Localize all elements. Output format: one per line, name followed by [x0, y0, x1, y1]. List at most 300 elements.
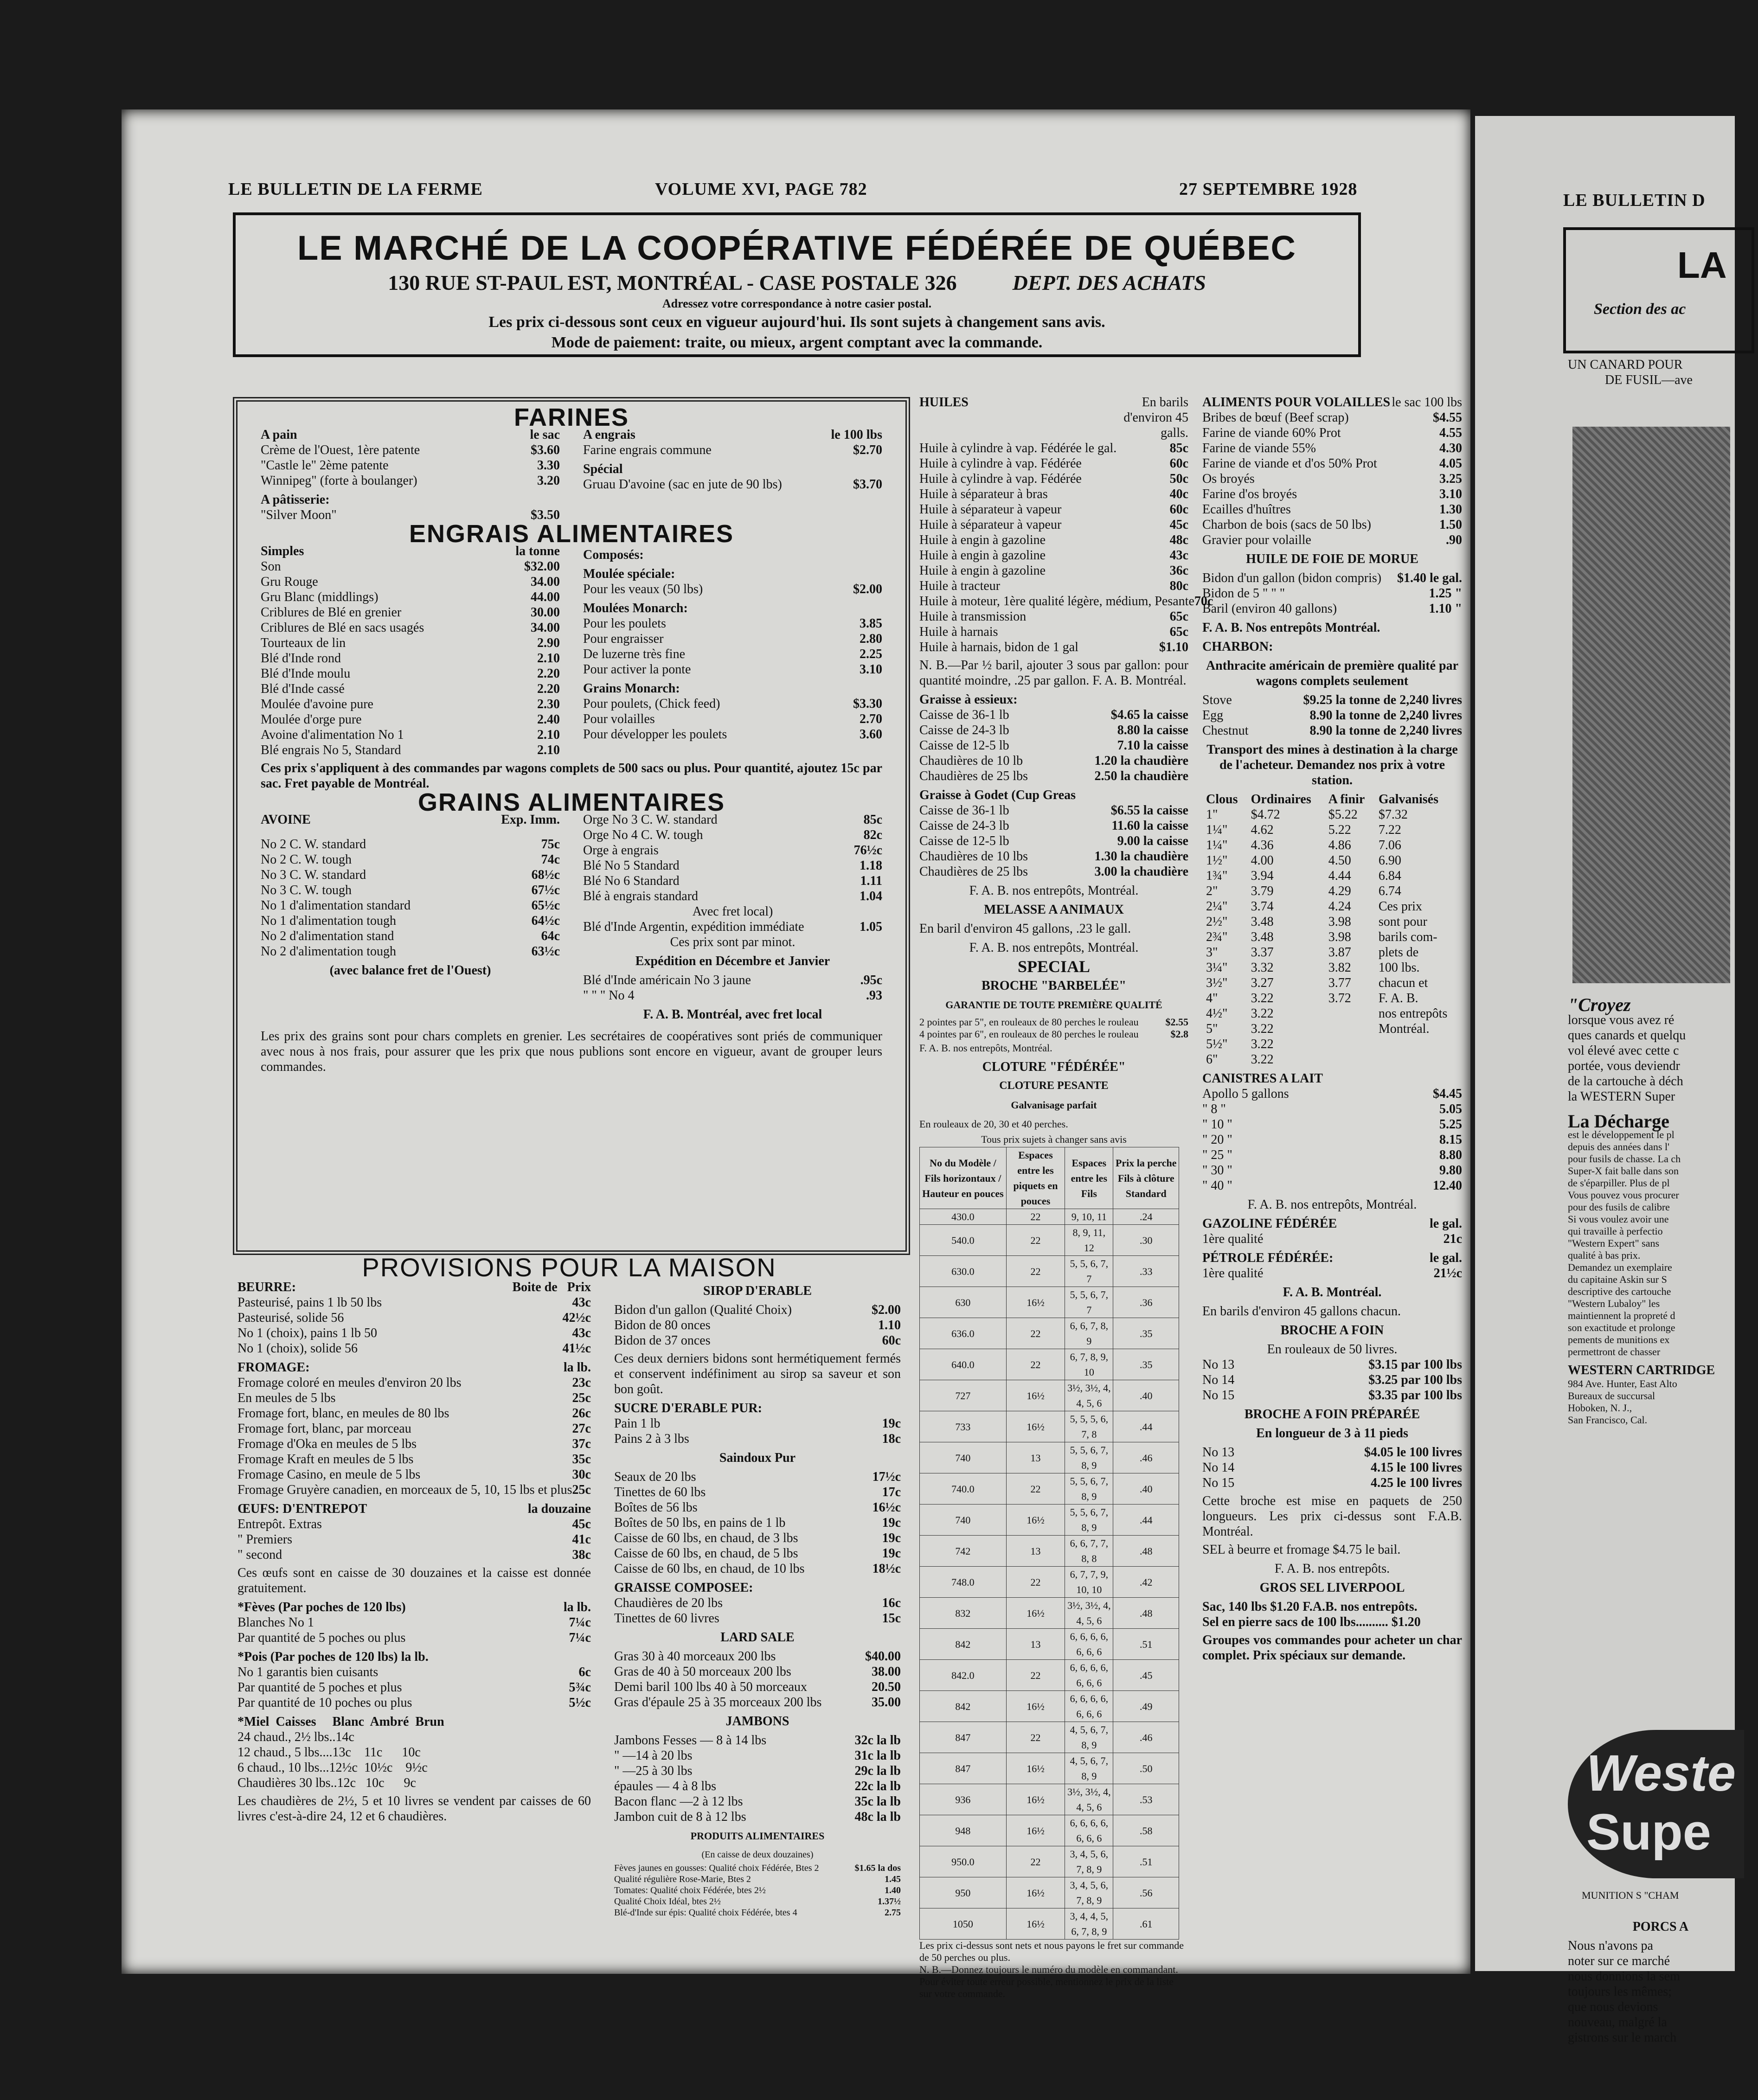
table-cell: chacun et	[1378, 976, 1428, 990]
next-page-line: Demandez un exemplaire	[1568, 1261, 1672, 1273]
next-page-line: de s'éparpiller. Plus de pl	[1568, 1177, 1670, 1189]
next-page-line: pour des fusils de calibre	[1568, 1201, 1670, 1213]
table-cell: 16½	[1006, 1380, 1065, 1411]
next-page-line: toujours les mêmes;	[1568, 1985, 1672, 1999]
banner-note-2: Mode de paiement: traite, ou mieux, argent comptant avec la commande.	[551, 334, 1043, 351]
table-cell: 3.22	[1251, 1006, 1274, 1021]
table-cell: .44	[1113, 1505, 1179, 1536]
miel-row: 6 chaud., 10 lbs...12½c 10½c 9½c	[237, 1761, 428, 1775]
next-page-line: nous donnions la sem	[1568, 1969, 1680, 1984]
canistre-row: " 10 " 5.25	[1202, 1117, 1462, 1132]
graisse-row: Tinettes de 60 livres 15c	[614, 1611, 901, 1626]
table-cell: 5, 5, 6, 7, 7	[1065, 1256, 1113, 1287]
orge-row: Orge No 3 C. W. standard 85c	[583, 813, 882, 827]
table-cell: 3¼"	[1206, 960, 1228, 975]
huile-row: Huile à séparateur à bras 40c	[919, 487, 1188, 501]
godet-row: Caisse de 36-1 lb $6.55 la caisse	[919, 803, 1188, 818]
huile-row: Huile à cylindre à vap. Fédérée le gal. 85c	[919, 441, 1188, 455]
next-page-line: qui travaille à perfectio	[1568, 1225, 1663, 1237]
table-cell: .42	[1113, 1567, 1179, 1598]
volailles-column: ALIMENTS POUR VOLAILLES le sac 100 lbs Bribes de bœuf (Beef scrap) $4.55 Farine de viande 60% Prot 4.55 Farine de viande 55% 4.30 Farine de viande et d'os 50% Prot 4.05 Os broyés 3.25 Farine d'os broyés 3.10 Ecailles d'huîtres 1.30 Charbon de bois (sacs de 50 lbs) 1.50 Gravier pour volaille .90 HUILE DE FOIE DE MORUE Bidon d'un gallon (bidon compris) $1.40 le gal. Bidon de 5 " " " 1.25 " Baril (environ 40 gallons) 1.10 " F. A. B. Nos entrepôts Montréal. CHARBON: Anthracite américain de première qualité par wagons complets seulement Stove $9.25 la tonne de 2,240 livres Egg 8.90 la tonne de 2,240 livres Chestnut 8.90 la tonne de 2,240 livres Transport des mines à destination à la charge de l'acheteur. Demandez nos prix à votre station. Clous Ordinaires A finir Galvanisés 1" $4.72 $5.22 $7.32 1¼" 4.62 5.22 7.22 1¼" 4.36 4.86 7.06 1½" 4.00 4.50 6.90 1¾" 3.94 4.44 6.84 2" 3.79 4.29 6.74 2¼" 3.74 4.24 Ces prix 2½" 3.48 3.98 sont pour 2¾" 3.48 3.98 barils com- 3" 3.37 3.87 plets de 3¼" 3.32 3.82 100 lbs. 3½" 3.27 3.77 chacun et 4" 3.22 3.72 F. A. B. 4½" 3.22 nos entrepôts 5" 3.22 Montréal. 5½" 3.22 6" 3.22 CANISTRES A LAIT Apollo 5 gallons $4.45 " 8 " 5.05 " 10 " 5.25 " 20 " 8.15 " 25 " 8.80 " 30 " 9.80 " 40 " 12.40 F. A. B. nos entrepôts, Montréal. GAZOLINE FÉDÉRÉE le gal. 1ère qualité 21c PÉTROLE FÉDÉRÉE: le gal. 1ère qualité 21½c F. A. B. Montréal. En barils d'environ 45 gallons chacun. BROCHE A FOIN En rouleaux de 50 livres. No 13 $3.15 par 100 lbs No 14 $3.25 par 100 lbs No 15 $3.35 par 100 lbs BROCHE A FOIN PRÉPARÉE En longueur de 3 à 11 pieds No 13 $4.05 le 100 livres No 14 4.15 le 100 livres No 15 4.25 le 100 livres Cette broche est mise en paquets de 250 longueurs. Les prix ci-dessus sont F.A.B. Montréal. SEL à beurre et fromage $4.75 le bail. F. A. B. nos entrepôts. GROS SEL LIVERPOOL Sac, 140 lbs $1.20 F.A.B. nos entrepôts. Sel en pierre sacs de 100 lbs.......... $1.20 Groupes vos commandes pour acheter un char complet. Prix spéciaux sur demande.	[1202, 395, 1462, 1663]
table-cell: 3.37	[1251, 945, 1274, 960]
huile-row: Huile à harnais 65c	[919, 625, 1188, 639]
table-header: Clous	[1206, 792, 1238, 807]
table-cell: .49	[1113, 1691, 1179, 1722]
jambon-row: épaules — 4 à 8 lbs 22c la lb	[614, 1779, 901, 1793]
cloture-row	[920, 1380, 1179, 1411]
graisse-row: Chaudières de 20 lbs 16c	[614, 1596, 901, 1610]
table-cell: barils com-	[1378, 930, 1437, 944]
table-cell: .51	[1113, 1846, 1179, 1877]
banner-title: LE MARCHÉ DE LA COOPÉRATIVE FÉDÉRÉE DE QUÉBEC	[297, 229, 1296, 267]
godet-row: Caisse de 24-3 lb 11.60 la caisse	[919, 819, 1188, 833]
table-cell: 3.94	[1251, 869, 1274, 883]
engrais-title: ENGRAIS ALIMENTAIRES	[409, 520, 734, 548]
table-cell: 13	[1006, 1536, 1065, 1567]
next-page-line: maintiennent la propreté d	[1568, 1310, 1675, 1321]
avoine-row: No 1 d'alimentation standard 65½c	[261, 898, 560, 913]
clous-table	[1202, 792, 1462, 1067]
cloture-row	[920, 1598, 1179, 1629]
table-cell: 16½	[1006, 1411, 1065, 1442]
table-cell: 16½	[1006, 1784, 1065, 1815]
next-page-address: San Francisco, Cal.	[1568, 1414, 1648, 1426]
table-cell: 847	[920, 1722, 1007, 1753]
saindoux-row: Tinettes de 60 lbs 17c	[614, 1485, 901, 1499]
oeufs-row: " Premiers 41c	[237, 1532, 591, 1547]
table-cell: 4.00	[1251, 853, 1274, 868]
avoine-row: No 3 C. W. standard 68½c	[261, 868, 560, 882]
jambon-row: " —25 à 30 lbs 29c la lb	[614, 1764, 901, 1778]
table-cell: 3.74	[1251, 899, 1274, 914]
table-cell: Montréal.	[1378, 1022, 1430, 1036]
table-cell: 1"	[1206, 807, 1218, 822]
table-cell: 16½	[1006, 1877, 1065, 1908]
clous-row	[1202, 975, 1462, 991]
canistre-row: " 8 " 5.05	[1202, 1102, 1462, 1116]
table-cell: 7.22	[1378, 823, 1401, 837]
cloture-row	[920, 1722, 1179, 1753]
volaille-row: Farine de viande 55% 4.30	[1202, 441, 1462, 455]
cloture-row	[920, 1411, 1179, 1442]
table-cell: 630	[920, 1287, 1007, 1318]
saindoux-row: Boîtes de 56 lbs 16½c	[614, 1500, 901, 1515]
next-page-line: noter sur ce marché	[1568, 1954, 1670, 1968]
moulee-monarch-row: Pour engraisser 2.80	[583, 632, 882, 646]
table-cell: .53	[1113, 1784, 1179, 1815]
table-cell: 540.0	[920, 1225, 1007, 1256]
fromage-row: Fromage Gruyère canadien, en morceaux de 5, 10, 15 lbs et plus 25c	[237, 1483, 591, 1497]
table-cell: 3.72	[1328, 991, 1351, 1005]
farines-columns: A pain le sac Crème de l'Ouest, 1ère patente $3.60 "Castle le" 2ème patente 3.30 Winnipeg" (forte à boulanger) 3.20 A pâtisserie: "Silver Moon" $3.50 A engrais le 100 lbs Farine engrais commune $2.70 Spécial Gruau D'avoine (sac en jute de 90 lbs) $3.70	[261, 428, 882, 522]
huile-row: Huile à harnais, bidon de 1 gal $1.10	[919, 640, 1188, 654]
table-cell: 3½, 3½, 4, 4, 5, 6	[1065, 1380, 1113, 1411]
header-date: 27 SEPTEMBRE 1928	[1179, 179, 1358, 199]
lard-row: Gras d'épaule 25 à 35 morceaux 200 lbs 35.00	[614, 1695, 901, 1709]
table-cell: 3.82	[1328, 960, 1351, 975]
banner-note-1: Les prix ci-dessous sont ceux en vigueur aujourd'hui. Ils sont sujets à changement sans avis.	[488, 314, 1105, 331]
next-page-line: Nous n'avons pa	[1568, 1939, 1653, 1953]
beurre-row: No 1 (choix), pains 1 lb 50 43c	[237, 1326, 591, 1340]
table-cell: 6.90	[1378, 853, 1401, 868]
produit-row: Blé-d'Inde sur épis: Qualité choix Fédérée, btes 4 2.75	[614, 1908, 901, 1918]
broche-row: 4 pointes par 6", en rouleaux de 80 perches le rouleau $2.8	[919, 1028, 1188, 1040]
volailles-list	[1202, 410, 1462, 548]
fromage-row: Fromage coloré en meules d'environ 20 lbs 23c	[237, 1376, 591, 1390]
table-cell: 3½, 3½, 4, 4, 5, 6	[1065, 1598, 1113, 1629]
next-box: LA Section des ac	[1563, 227, 1754, 353]
clous-row	[1202, 838, 1462, 853]
fromage-row: Fromage fort, blanc, en meules de 80 lbs 26c	[237, 1406, 591, 1421]
table-cell: 3.22	[1251, 1037, 1274, 1051]
orge-row: Orge No 4 C. W. tough 82c	[583, 828, 882, 842]
table-cell: 740	[920, 1505, 1007, 1536]
avoine-row: No 2 C. W. tough 74c	[261, 852, 560, 867]
table-cell: 5, 5, 6, 7, 7	[1065, 1287, 1113, 1318]
fromage-list	[237, 1375, 591, 1498]
table-cell: $4.72	[1251, 807, 1280, 822]
farine-row: Winnipeg" (forte à boulanger) 3.20	[261, 474, 560, 488]
saindoux-row: Caisse de 60 lbs, en chaud, de 3 lbs 19c	[614, 1531, 901, 1545]
cloture-row	[920, 1691, 1179, 1722]
table-cell: 6.84	[1378, 869, 1401, 883]
huile-row: Huile à cylindre à vap. Fédérée 50c	[919, 472, 1188, 486]
jambon-row: " —14 à 20 lbs 31c la lb	[614, 1748, 901, 1763]
table-cell: F. A. B.	[1378, 991, 1418, 1005]
next-page-line: de la cartouche à déch	[1568, 1074, 1683, 1088]
cloture-row	[920, 1505, 1179, 1536]
table-cell: .33	[1113, 1256, 1179, 1287]
moulee-monarch-row: Pour les poulets 3.85	[583, 616, 882, 631]
table-cell: 1¾"	[1206, 869, 1228, 883]
table-cell: 1¼"	[1206, 838, 1228, 852]
table-cell: 2¾"	[1206, 930, 1228, 944]
table-cell: 5, 5, 5, 6, 7, 8	[1065, 1411, 1113, 1442]
table-header: Prix la perche Fils à clôture Standard	[1113, 1147, 1179, 1209]
table-cell: .58	[1113, 1815, 1179, 1846]
next-header: LE BULLETIN D	[1563, 191, 1706, 210]
table-cell: 3.22	[1251, 991, 1274, 1005]
table-cell: 5½"	[1206, 1037, 1228, 1051]
table-cell: 4.24	[1328, 899, 1351, 914]
table-cell: 5.22	[1328, 823, 1351, 837]
huile-row: Huile à transmission 65c	[919, 609, 1188, 624]
volaille-row: Gravier pour volaille .90	[1202, 533, 1462, 547]
engrais-note: Ces prix s'appliquent à des commandes par wagons complets de 500 sacs ou plus. Pour quantité, ajoutez 15c par sac. Fret payable de Montréal.	[261, 761, 882, 791]
table-cell: 6.74	[1378, 884, 1401, 898]
table-cell: 22	[1006, 1473, 1065, 1505]
clous-row	[1202, 914, 1462, 929]
feves-row: Par quantité de 5 poches ou plus 7¼c	[237, 1631, 591, 1645]
table-cell: 22	[1006, 1209, 1065, 1225]
table-cell: 22	[1006, 1846, 1065, 1877]
table-cell: 748.0	[920, 1567, 1007, 1598]
table-cell: 22	[1006, 1225, 1065, 1256]
charbon-row: Chestnut 8.90 la tonne de 2,240 livres	[1202, 723, 1462, 738]
cloture-row	[920, 1660, 1179, 1691]
table-cell: 3.87	[1328, 945, 1351, 960]
table-cell: 4.50	[1328, 853, 1351, 868]
morue-row: Baril (environ 40 gallons) 1.10 "	[1202, 602, 1462, 616]
cloture-row	[920, 1784, 1179, 1815]
oeufs-row: " second 38c	[237, 1548, 591, 1562]
market-banner	[233, 212, 1361, 357]
essieux-row: Caisse de 36-1 lb $4.65 la caisse	[919, 708, 1188, 722]
godet-row: Chaudières de 10 lbs 1.30 la chaudière	[919, 849, 1188, 864]
volaille-row: Os broyés 3.25	[1202, 472, 1462, 486]
table-cell: 16½	[1006, 1815, 1065, 1846]
table-cell: $5.22	[1328, 807, 1358, 822]
provisions-section: PROVISIONS POUR LA MAISON BEURRE: Boite de Prix Pasteurisé, pains 1 lb 50 lbs 43c Pasteurisé, solide 56 42½c No 1 (choix), pains 1 lb 50 43c No 1 (choix), solide 56 41½c FROMAGE: la lb. Fromage coloré en meules d'environ 20 lbs 23c En meules de 5 lbs 25c Fromage fort, blanc, en meules de 80 lbs 26c Fromage fort, blanc, par morceau 27c Fromage d'Oka en meules de 5 lbs 37c Fromage Kraft en meules de 5 lbs 35c Fromage Casino, en meule de 5 lbs 30c Fromage Gruyère canadien, en morceaux de 5, 10, 15 lbs et plus 25c ŒUFS: D'ENTREPOT la douzaine Entrepôt. Extras 45c " Premiers 41c " second 38c Ces œufs sont en caisse de 30 douzaines et la caisse est donnée gratuitement. *Fèves (Par poches de 120 lbs) la lb. Blanches No 1 7¼c Par quantité de 5 poches ou plus 7¼c *Pois (Par poches de 120 lbs) la lb. No 1 garantis bien cuisants 6c Par quantité de 5 poches et plus 5¾c Par quantité de 10 poches ou plus 5½c *Miel Caisses Blanc Ambré Brun 24 chaud., 2½ lbs..14c 12 chaud., 5 lbs....13c 11c 10c 6 chaud., 10 lbs...12½c 10½c 9½c Chaudières 30 lbs..12c 10c 9c Les chaudières de 2½, 5 et 10 livres se vendent par caisses de 60 livres c'est-à-dire 24, 12 et 6 chaudières. SIROP D'ERABLE Bidon d'un gallon (Qualité Choix) $2.00 Bidon de 80 onces 1.10 Bidon de 37 onces 60c Ces deux derniers bidons sont hermétiquement fermés et conservent indéfiniment au sirop sa saveur et son bon goût. SUCRE D'ERABLE PUR: Pain 1 lb 19c Pains 2 à 3 lbs 18c Saindoux Pur Seaux de 20 lbs 17½c Tinettes de 60 lbs 17c Boîtes de 56 lbs 16½c Boîtes de 50 lbs, en pains de 1 lb 19c Caisse de 60 lbs, en chaud, de 3 lbs 19c Caisse de 60 lbs, en chaud, de 5 lbs 19c Caisse de 60 lbs, en chaud, de 10 lbs 18½c GRAISSE COMPOSEE: Chaudières de 20 lbs 16c Tinettes de 60 livres 15c LARD SALE Gras 30 à 40 morceaux 200 lbs $40.00 Gras de 40 à 50 morceaux 200 lbs 38.00 Demi baril 100 lbs 40 à 50 morceaux 20.50 Gras d'épaule 25 à 35 morceaux 200 lbs 35.00 JAMBONS Jambons Fesses — 8 à 14 lbs 32c la lb " —14 à 20 lbs 31c la lb " —25 à 30 lbs 29c la lb épaules — 4 à 8 lbs 22c la lb Bacon flanc —2 à 12 lbs 35c la lb Jambon cuit de 8 à 12 lbs 48c la lb PRODUITS ALIMENTAIRES (En caisse de deux douzaines) Fèves jaunes en gousses: Qualité choix Fédérée, Btes 2 $1.65 la dos Qualité régulière Rose-Marie, Btes 2 1.45 Tomates: Qualité choix Fédérée, btes 2½ 1.40 Qualité Choix Idéal, btes 2½ 1.37½ Blé-d'Inde sur épis: Qualité choix Fédérée, btes 4 2.75	[237, 1253, 901, 1918]
table-cell: 6, 7, 8, 9, 10	[1065, 1349, 1113, 1380]
foin-prep-row: No 14 4.15 le 100 livres	[1202, 1460, 1462, 1475]
box-content: FARINES A pain le sac Crème de l'Ouest, 1ère patente $3.60 "Castle le" 2ème patente 3.30 Winnipeg" (forte à boulanger) 3.20 A pâtisserie: "Silver Moon" $3.50 A engrais le 100 lbs Farine engrais commune $2.70 Spécial Gruau D'avoine (sac en jute de 90 lbs) $3.70 ENGRAIS ALIMENTAIRES Simples la tonne Son $32.00 Gru Rouge 34.00 Gru Blanc (middlings) 44.00 Criblures de Blé en grenier 30.00 Criblures de Blé en sacs usagés 34.00 Tourteaux de lin 2.90 Blé d'Inde rond 2.10 Blé d'Inde moulu 2.20 Blé d'Inde cassé 2.20 Moulée d'avoine pure 2.30 Moulée d'orge pure 2.40 Avoine d'alimentation No 1 2.10 Blé engrais No 5, Standard 2.10 Composés: Moulée spéciale: Pour les veaux (50 lbs) $2.00 Moulées Monarch: Pour les poulets 3.85 Pour engraisser 2.80 De luzerne très fine 2.25 Pour activer la ponte 3.10 Grains Monarch: Pour poulets, (Chick feed) $3.30 Pour volailles 2.70 Pour développer les poulets 3.60 Ces prix s'appliquent à des commandes par wagons complets de 500 sacs ou plus. Pour quantité, ajoutez 15c par sac. Fret payable de Montréal. GRAINS ALIMENTAIRES AVOINE Exp. Imm. No 2 C. W. standard 75c No 2 C. W. tough 74c No 3 C. W. standard 68½c No 3 C. W. tough 67½c No 1 d'alimentation standard 65½c No 1 d'alimentation tough 64½c No 2 d'alimentation stand 64c No 2 d'alimentation tough 63½c (avec balance fret de l'Ouest) Orge No 3 C. W. standard 85c Orge No 4 C. W. tough 82c Orge à engrais 76½c Blé No 5 Standard 1.18 Blé No 6 Standard 1.11 Blé à engrais standard 1.04 Avec fret local) Blé d'Inde Argentin, expédition immédiate 1.05 Ces prix sont par minot. Expédition en Décembre et Janvier Blé d'Inde américain No 3 jaune .95c " " " No 4 .93 F. A. B. Montréal, avec fret local Les prix des grains sont pour chars complets en grenier. Les secrétaires de coopératives sont priés de communiquer avec nous à nos frais, pour assurer que les prix que nous publions sont encore en vigueur, avant de grouper leurs commandes.	[261, 403, 882, 1074]
clous-row	[1202, 884, 1462, 899]
fromage-row: Fromage Kraft en meules de 5 lbs 35c	[237, 1452, 591, 1466]
essieux-row: Chaudières de 10 lb 1.20 la chaudière	[919, 754, 1188, 768]
table-cell: .36	[1113, 1287, 1179, 1318]
farine-row: Crème de l'Ouest, 1ère patente $3.60	[261, 443, 560, 457]
lard-row: Gras de 40 à 50 morceaux 200 lbs 38.00	[614, 1665, 901, 1679]
engrais-simple-row: Avoine d'alimentation No 1 2.10	[261, 728, 560, 742]
engrais-simple-row: Blé d'Inde moulu 2.20	[261, 666, 560, 681]
table-cell: 16½	[1006, 1505, 1065, 1536]
table-cell: 3.22	[1251, 1052, 1274, 1067]
table-cell: 1½"	[1206, 853, 1228, 868]
table-cell: 7.06	[1378, 838, 1401, 852]
next-page-line: permettront de chasser	[1568, 1346, 1661, 1357]
table-cell: 8, 9, 11, 12	[1065, 1225, 1113, 1256]
orge-row: Blé No 5 Standard 1.18	[583, 858, 882, 873]
feves-row: Blanches No 1 7¼c	[237, 1615, 591, 1630]
clous-row	[1202, 929, 1462, 945]
clous-row	[1202, 822, 1462, 838]
table-cell	[1325, 1037, 1375, 1052]
table-cell: 3.32	[1251, 960, 1274, 975]
table-cell: 13	[1006, 1442, 1065, 1473]
table-cell: 16½	[1006, 1753, 1065, 1784]
clous-row	[1202, 1052, 1462, 1067]
banner-correspondence: Adressez votre correspondance à notre casier postal.	[662, 297, 932, 310]
avoine-row: No 2 d'alimentation tough 63½c	[261, 944, 560, 959]
provisions-title: PROVISIONS POUR LA MAISON	[362, 1253, 776, 1282]
table-cell: .46	[1113, 1722, 1179, 1753]
table-cell: 22	[1006, 1660, 1065, 1691]
table-cell: 6, 6, 6, 6, 6, 6, 6	[1065, 1660, 1113, 1691]
cloture-row	[920, 1442, 1179, 1473]
clous-row	[1202, 807, 1462, 822]
clous-row	[1202, 991, 1462, 1006]
table-cell: 4.86	[1328, 838, 1351, 852]
cloture-row	[920, 1256, 1179, 1287]
sel-row: Sac, 140 lbs $1.20 F.A.B. nos entrepôts.	[1202, 1600, 1418, 1614]
farines-list	[261, 442, 560, 488]
table-cell: 16½	[1006, 1598, 1065, 1629]
table-cell: 3.48	[1251, 915, 1274, 929]
next-page-line: "Western Lubaloy" les	[1568, 1298, 1660, 1309]
table-cell: 16½	[1006, 1691, 1065, 1722]
huile-row: Huile à séparateur à vapeur 60c	[919, 502, 1188, 517]
table-cell: 842.0	[920, 1660, 1007, 1691]
fromage-row: Fromage fort, blanc, par morceau 27c	[237, 1421, 591, 1436]
table-cell: .30	[1113, 1225, 1179, 1256]
moulee-monarch-row: Pour activer la ponte 3.10	[583, 662, 882, 677]
table-header: Ordinaires	[1251, 792, 1311, 807]
table-cell: 832	[920, 1598, 1007, 1629]
newspaper-page	[122, 109, 1470, 1999]
gruau: Gruau D'avoine (sac en jute de 90 lbs) $3.70	[583, 477, 882, 492]
next-page-line: que nous devions	[1568, 2000, 1658, 2014]
cloture-row	[920, 1629, 1179, 1660]
table-cell: .51	[1113, 1629, 1179, 1660]
saindoux-row: Caisse de 60 lbs, en chaud, de 10 lbs 18½c	[614, 1562, 901, 1576]
table-cell: 4.62	[1251, 823, 1274, 837]
table-cell: .50	[1113, 1753, 1179, 1784]
table-cell: 22	[1006, 1722, 1065, 1753]
huile-row: Huile à moteur, 1ère qualité légère, médium, Pesante 70c	[919, 594, 1213, 608]
next-page-address: Hoboken, N. J.,	[1568, 1402, 1632, 1414]
table-cell: 2¼"	[1206, 899, 1228, 914]
next-page-line: nouveau, malgré la	[1568, 2015, 1667, 2030]
cloture-row	[920, 1567, 1179, 1598]
table-cell: .61	[1113, 1908, 1179, 1940]
table-cell: 22	[1006, 1567, 1065, 1598]
table-cell: .46	[1113, 1442, 1179, 1473]
cloture-row	[920, 1846, 1179, 1877]
morue-row: Bidon de 5 " " " 1.25 "	[1202, 586, 1462, 601]
table-cell: .40	[1113, 1380, 1179, 1411]
orge-list	[583, 812, 882, 904]
miel-row: Chaudières 30 lbs..12c 10c 9c	[237, 1776, 416, 1790]
jambon-row: Jambon cuit de 8 à 12 lbs 48c la lb	[614, 1810, 901, 1824]
table-cell: 3½, 3½, 4, 4, 5, 6	[1065, 1784, 1113, 1815]
beurre-row: Pasteurisé, pains 1 lb 50 lbs 43c	[237, 1295, 591, 1310]
engrais-simple-row: Gru Blanc (middlings) 44.00	[261, 590, 560, 604]
table-cell: 3.79	[1251, 884, 1274, 898]
volaille-row: Farine de viande 60% Prot 4.55	[1202, 426, 1462, 440]
miel-row: 12 chaud., 5 lbs....13c 11c 10c	[237, 1745, 421, 1760]
essieux-row: Chaudières de 25 lbs 2.50 la chaudière	[919, 769, 1188, 783]
next-page-line: portée, vous deviendr	[1568, 1059, 1680, 1073]
hunter-photo	[1572, 427, 1730, 983]
canistre-row: " 25 " 8.80	[1202, 1148, 1462, 1162]
clous-row	[1202, 1006, 1462, 1021]
table-cell: 5, 5, 6, 7, 8, 9	[1065, 1505, 1113, 1536]
produit-row: Tomates: Qualité choix Fédérée, btes 2½ 1.40	[614, 1885, 901, 1895]
table-cell: 5, 5, 6, 7, 8, 9	[1065, 1442, 1113, 1473]
huile-row: Huile à engin à gazoline 36c	[919, 563, 1188, 578]
charbon-row: Egg 8.90 la tonne de 2,240 livres	[1202, 708, 1462, 723]
volaille-row: Farine d'os broyés 3.10	[1202, 487, 1462, 501]
next-page-address: Bureaux de succursal	[1568, 1390, 1655, 1402]
next-page-line: qualité à bas prix.	[1568, 1249, 1641, 1261]
orge-row: Orge à engrais 76½c	[583, 843, 882, 858]
table-cell: .45	[1113, 1660, 1179, 1691]
foin-row: No 13 $3.15 par 100 lbs	[1202, 1357, 1462, 1372]
table-cell: Ces prix	[1378, 899, 1422, 914]
beurre-row: Pasteurisé, solide 56 42½c	[237, 1311, 591, 1325]
sirop-row: Bidon de 37 onces 60c	[614, 1333, 901, 1348]
table-cell: 6, 7, 7, 9, 10, 10	[1065, 1567, 1113, 1598]
table-cell: 727	[920, 1380, 1007, 1411]
table-cell	[1325, 1006, 1375, 1021]
cloture-row	[920, 1225, 1179, 1256]
table-cell: 733	[920, 1411, 1007, 1442]
charbon-row: Stove $9.25 la tonne de 2,240 livres	[1202, 693, 1462, 707]
table-cell: plets de	[1378, 945, 1419, 960]
table-cell: sont pour	[1378, 915, 1427, 929]
table-cell: 3"	[1206, 945, 1218, 960]
table-cell: 847	[920, 1753, 1007, 1784]
oeufs-row: Entrepôt. Extras 45c	[237, 1517, 591, 1531]
clous-row	[1202, 868, 1462, 884]
table-cell: 640.0	[920, 1349, 1007, 1380]
cloture-row	[920, 1753, 1179, 1784]
table-cell: 842	[920, 1691, 1007, 1722]
engrais-simple-row: Tourteaux de lin 2.90	[261, 636, 560, 650]
pois-row: Par quantité de 5 poches et plus 5¾c	[237, 1680, 591, 1695]
table-cell: 950.0	[920, 1846, 1007, 1877]
sucre-row: Pains 2 à 3 lbs 18c	[614, 1432, 901, 1446]
cloture-row	[920, 1815, 1179, 1846]
next-page-line: du capitaine Askin sur S	[1568, 1274, 1667, 1285]
table-cell: nos entrepôts	[1378, 1006, 1448, 1021]
table-cell: $7.32	[1378, 807, 1408, 822]
table-cell: 2½"	[1206, 915, 1228, 929]
table-header: No du Modèle / Fils horizontaux / Hauteur en pouces	[920, 1147, 1007, 1209]
next-page-line: pements de munitions ex	[1568, 1334, 1670, 1345]
avoine-row: No 1 d'alimentation tough 64½c	[261, 914, 560, 928]
cloture-row	[920, 1473, 1179, 1505]
saindoux-row: Boîtes de 50 lbs, en pains de 1 lb 19c	[614, 1516, 901, 1530]
orge-row: Blé à engrais standard 1.04	[583, 889, 882, 903]
morue-row: Bidon d'un gallon (bidon compris) $1.40 le gal.	[1202, 571, 1462, 585]
cloture-row	[920, 1908, 1179, 1940]
huile-row: Huile à engin à gazoline 48c	[919, 533, 1188, 547]
huile-row: Huile à tracteur 80c	[919, 579, 1188, 593]
fromage-row: Fromage Casino, en meule de 5 lbs 30c	[237, 1467, 591, 1482]
produit-row: Qualité régulière Rose-Marie, Btes 2 1.45	[614, 1874, 901, 1884]
canistre-row: " 40 " 12.40	[1202, 1178, 1462, 1193]
table-cell: 3.27	[1251, 976, 1274, 990]
table-header: Espaces entre les Fils	[1065, 1147, 1113, 1209]
table-cell: .44	[1113, 1411, 1179, 1442]
next-page-line: la WESTERN Super	[1568, 1089, 1675, 1104]
huiles-column: HUILES En barils d'environ 45 galls. Huile à cylindre à vap. Fédérée le gal. 85c Huile à cylindre à vap. Fédérée 60c Huile à cylindre à vap. Fédérée 50c Huile à séparateur à bras 40c Huile à séparateur à vapeur 60c Huile à séparateur à vapeur 45c Huile à engin à gazoline 48c Huile à engin à gazoline 43c Huile à engin à gazoline 36c Huile à tracteur 80c Huile à moteur, 1ère qualité légère, médium, Pesante 70c Huile à transmission 65c Huile à harnais 65c Huile à harnais, bidon de 1 gal $1.10 N. B.—Par ½ baril, ajouter 3 sous par gallon: pour quantité moindre, .25 par gallon. F. A. B. Montréal. Graisse à essieux: Caisse de 36-1 lb $4.65 la caisse Caisse de 24-3 lb 8.80 la caisse Caisse de 12-5 lb 7.10 la caisse Chaudières de 10 lb 1.20 la chaudière Chaudières de 25 lbs 2.50 la chaudière Graisse à Godet (Cup Greas Caisse de 36-1 lb $6.55 la caisse Caisse de 24-3 lb 11.60 la caisse Caisse de 12-5 lb 9.00 la caisse Chaudières de 10 lbs 1.30 la chaudière Chaudières de 25 lbs 3.00 la chaudière F. A. B. nos entrepôts, Montréal. MELASSE A ANIMAUX En baril d'environ 45 gallons, .23 le gall. F. A. B. nos entrepôts, Montréal. SPECIAL BROCHE "BARBELÉE" GARANTIE DE TOUTE PREMIÈRE QUALITÉ 2 pointes par 5", en rouleaux de 80 perches le rouleau $2.55 4 pointes par 6", en rouleaux de 80 perches le rouleau $2.8 F. A. B. nos entrepôts, Montréal. CLOTURE "FÉDÉRÉE" CLOTURE PESANTE Galvanisage parfait En rouleaux de 20, 30 et 40 perches. Tous prix sujets à changer sans avis No du Modèle / Fils horizontaux / Hauteur en pouces Espaces entre les piquets en pouces Espaces entre les Fils Prix la perche Fils à clôture Standard 430.0 22 9, 10, 11 .24 540.0 22 8, 9, 11, 12 .30 630.0 22 5, 5, 6, 7, 7 .33 630 16½ 5, 5, 6, 7, 7 .36 636.0 22 6, 6, 7, 8, 9 .35 640.0 22 6, 7, 8, 9, 10 .35 727 16½ 3½, 3½, 4, 4, 5, 6 .40 733 16½ 5, 5, 5, 6, 7, 8 .44 740 13 5, 5, 6, 7, 8, 9 .46 740.0 22 5, 5, 6, 7, 8, 9 .40 740 16½ 5, 5, 6, 7, 8, 9 .44 742 13 6, 6, 7, 7, 8, 8 .48 748.0 22 6, 7, 7, 9, 10, 10 .42 832 16½ 3½, 3½, 4, 4, 5, 6 .48 842 13 6, 6, 6, 6, 6, 6, 6 .51 842.0 22 6, 6, 6, 6, 6, 6, 6 .45 842 16½ 6, 6, 6, 6, 6, 6, 6 .49 847 22 4, 5, 6, 7, 8, 9 .46 847 16½ 4, 5, 6, 7, 8, 9 .50 936 16½ 3½, 3½, 4, 4, 5, 6 .53 948 16½ 6, 6, 6, 6, 6, 6, 6 .58 950.0 22 3, 4, 5, 6, 7, 8, 9 .51 950 16½ 3, 4, 5, 6, 7, 8, 9 .56 1050 16½ 3, 4, 4, 5, 6, 7, 8, 9 .61 Les prix ci-dessus sont nets et nous payons le fret sur commande de 50 perches ou plus. N. B.—Donnez toujours le numéro du modèle en commandant. Pour éviter toute erreur possible, mentionnez le prix de la liste sur votre commande.	[919, 395, 1213, 1999]
clous-row	[1202, 899, 1462, 914]
foin-prep-row: No 15 4.25 le 100 livres	[1202, 1476, 1462, 1490]
volaille-row: Farine de viande et d'os 50% Prot 4.05	[1202, 456, 1462, 471]
table-cell: 100 lbs.	[1378, 960, 1420, 975]
next-page-line: son exactitude et prolonge	[1568, 1322, 1675, 1333]
sucre-row: Pain 1 lb 19c	[614, 1416, 901, 1431]
produit-row: Qualité Choix Idéal, btes 2½ 1.37½	[614, 1896, 901, 1907]
jambon-row: Jambons Fesses — 8 à 14 lbs 32c la lb	[614, 1733, 901, 1748]
cloture-row	[920, 1349, 1179, 1380]
farine-row: "Castle le" 2ème patente 3.30	[261, 458, 560, 473]
beurre-list	[237, 1295, 591, 1356]
volaille-row: Charbon de bois (sacs de 50 lbs) 1.50	[1202, 518, 1462, 532]
cloture-row	[920, 1318, 1179, 1349]
silver-moon: "Silver Moon" $3.50	[261, 508, 560, 522]
header-publication: LE BULLETIN DE LA FERME	[228, 179, 483, 199]
table-cell: .35	[1113, 1318, 1179, 1349]
next-page-line: "Western Expert" sans	[1568, 1237, 1660, 1249]
sirop-row: Bidon de 80 onces 1.10	[614, 1318, 901, 1332]
engrais-simple-row: Blé d'Inde rond 2.10	[261, 651, 560, 666]
table-cell: 636.0	[920, 1318, 1007, 1349]
table-cell: 6, 6, 7, 8, 9	[1065, 1318, 1113, 1349]
